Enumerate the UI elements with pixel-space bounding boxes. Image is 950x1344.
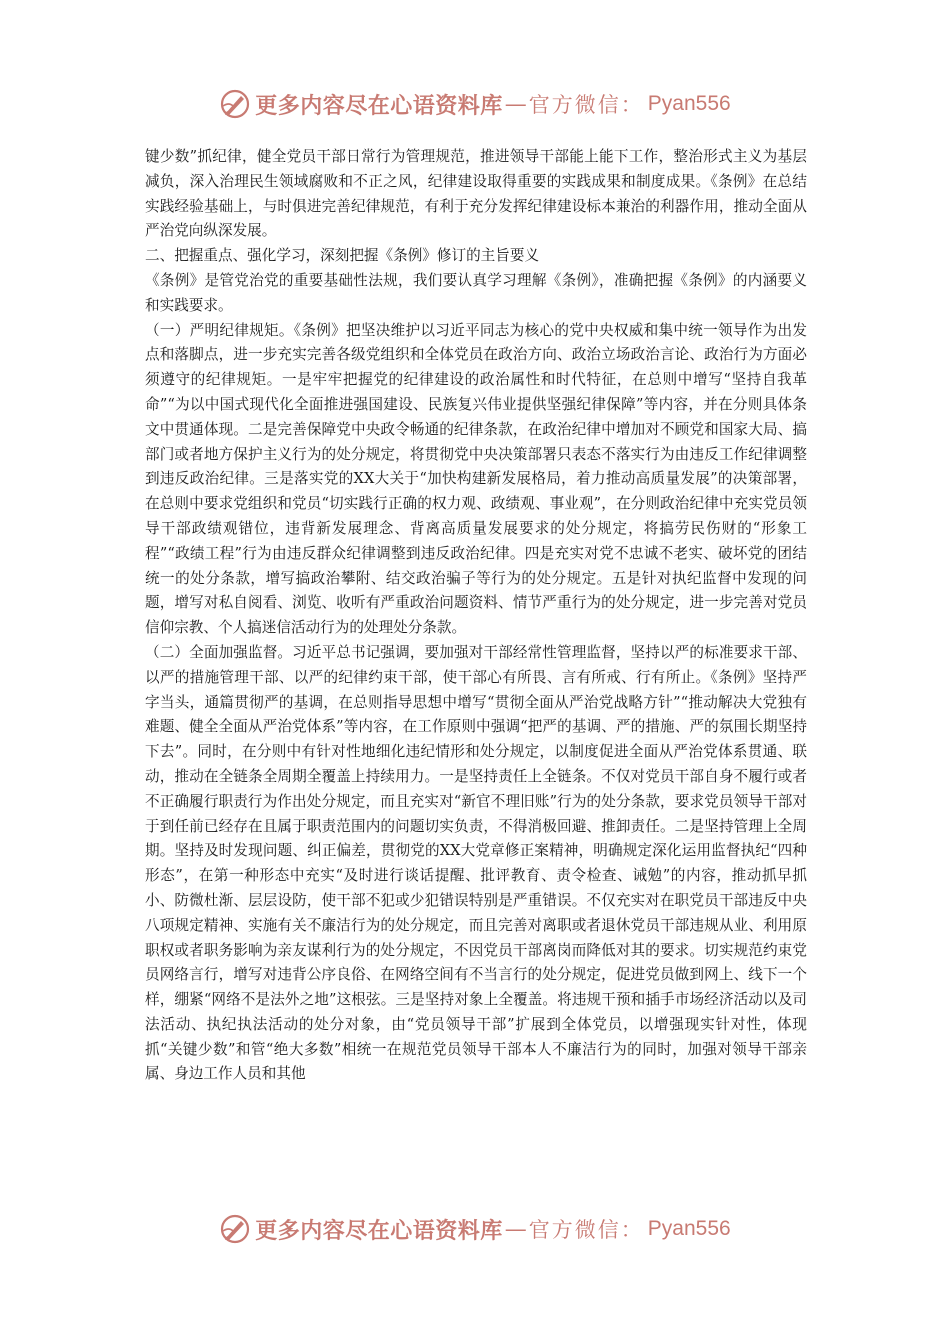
banner-title: 更多内容尽在心语资料库 [255,92,503,119]
banner-separator: — [504,1216,527,1242]
paragraph: 《条例》是管党治党的重要基础性法规，我们要认真学习理解《条例》，准确把握《条例》的内涵要义和实践要求。 [145,271,807,314]
paragraph: 键少数”抓纪律，健全党员干部日常行为管理规范，推进领导干部能上能下工作，整治形式主义为基层减负，深入治理民生领域腐败和不正之风，纪律建设取得重要的实践成果和制度成果。《条例》在总结实践经验基础上，与时俱进完善纪律规范，有利于充分发挥纪律建设标本兼治的利器作用，推动全面从严治党向纵深发展。 [145,148,807,240]
paragraph: （二）全面加强监督。习近平总书记强调，要加强对干部经常性管理监督，坚持以严的标准要求干部、以严的措施管理干部、以严的纪律约束干部，使干部心有所畏、言有所戒、行有所止。《条例》坚持严字当头，通篇贯彻严的基调，在总则指导思想中增写“贯彻全面从严治党战略方针”“推动解决大党独有难题、健全全面从严治党体系”等内容，在工作原则中强调“把严的基调、严的措施、严的氛围长期坚持下去”。同时，在分则中有针对性地细化违纪情形和处分规定，以制度促进全面从严治党体系贯通、联动，推动在全链条全周期全覆盖上持续用力。一是坚持责任上全链条。不仅对党员干部自身不履行或者不正确履行职责行为作出处分规定，而且充实对“新官不理旧账”行为的处分条款，要求党员领导干部对于到任前已经存在且属于职责范围内的问题切实负责，不得消极回避、推卸责任。二是坚持管理上全周期。坚持及时发现问题、纠正偏差，贯彻党的XX大党章修正案精神，明确规定深化运用监督执纪“四种形态”，在第一种形态中充实“及时进行谈话提醒、批评教育、责令检查、诫勉”的内容，推动抓早抓小、防微杜渐、层层设防，使干部不犯或少犯错误特别是严重错误。不仅充实对在职党员干部违反中央八项规定精神、实施有关不廉洁行为的处分规定，而且完善对离职或者退休党员干部违规从业、利用原职权或者职务影响为亲友谋利行为的处分规定，不因党员干部离岗而降低对其的要求。切实规范约束党员网络言行，增写对违背公序良俗、在网络空间有不当言行的处分规定，促进党员做到网上、线下一个样，绷紧“网络不是法外之地”这根弦。三是坚持对象上全覆盖。将违规干预和插手市场经济活动以及司法活动、执纪执法活动的处分对象，由“党员领导干部”扩展到全体党员，以增强现实针对性，体现抓“关键少数”和管“绝大多数”相统一在规范党员领导干部本人不廉洁行为的同时，加强对领导干部亲属、身边工作人员和其他 [145,643,807,1083]
banner-separator: — [504,91,527,117]
pen-logo-icon [219,1213,251,1245]
section-heading: 二、把握重点、强化学习，深刻把握《条例》修订的主旨要义 [145,247,540,265]
banner-title: 更多内容尽在心语资料库 [255,1217,503,1244]
header-banner[interactable] [0,84,950,124]
banner-wechat-id: Pyan556 [647,1217,731,1240]
footer-banner[interactable] [0,1209,950,1249]
banner-label: 官方微信： [528,93,644,117]
pen-logo-icon [219,88,251,120]
document-body [145,145,807,1087]
paragraph: （一）严明纪律规矩。《条例》把坚决维护以习近平同志为核心的党中央权威和集中统一领导作为出发点和落脚点，进一步充实完善各级党组织和全体党员在政治方向、政治立场政治言论、政治行为方面必须遵守的纪律规矩。一是牢牢把握党的纪律建设的政治属性和时代特征，在总则中增写“坚持自我革命”“为以中国式现代化全面推进强国建设、民族复兴伟业提供坚强纪律保障”等内容，并在分则具体条文中贯通体现。二是完善保障党中央政令畅通的纪律条款，在政治纪律中增加对不顾党和国家大局、搞部门或者地方保护主义行为的处分规定，将贯彻党中央决策部署只表态不落实行为由违反工作纪律调整到违反政治纪律。三是落实党的XX大关于“加快构建新发展格局，着力推动高质量发展”的决策部署，在总则中要求党组织和党员“切实践行正确的权力观、政绩观、事业观”，在分则政治纪律中充实党员领导干部政绩观错位，违背新发展理念、背离高质量发展要求的处分规定，将搞劳民伤财的“形象工程”“政绩工程”行为由违反群众纪律调整到违反政治纪律。四是充实对党不忠诚不老实、破坏党的团结统一的处分条款，增写搞政治攀附、结交政治骗子等行为的处分规定。五是针对执纪监督中发现的问题，增写对私自阅看、浏览、收听有严重政治问题资料、情节严重行为的处分规定，进一步完善对党员信仰宗教、个人搞迷信活动行为的处理处分条款。 [145,321,807,637]
banner-wechat-id: Pyan556 [647,92,731,115]
banner-label: 官方微信： [528,1218,644,1242]
